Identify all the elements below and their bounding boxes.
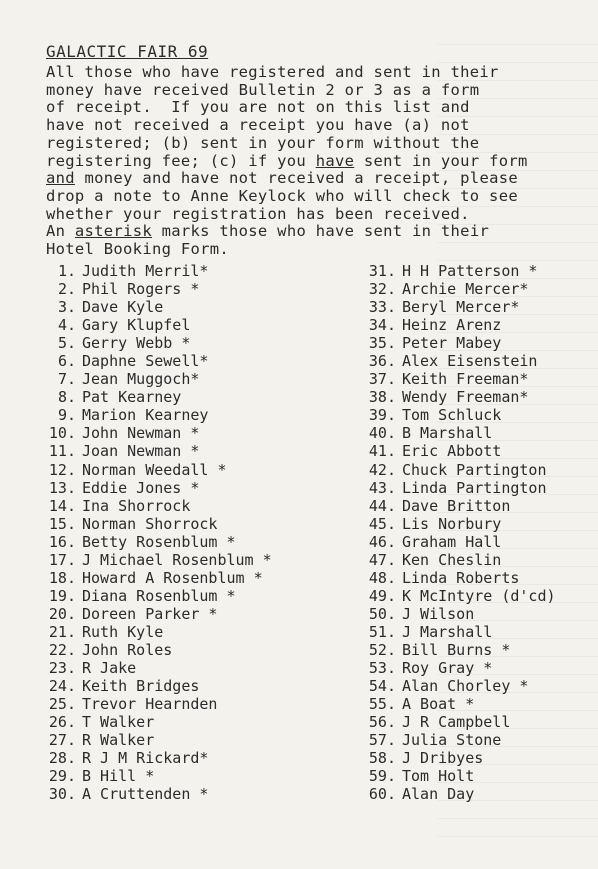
registrant-name: John Roles xyxy=(82,640,173,659)
intro-line: All those who have registered and sent in their xyxy=(46,63,499,81)
entry-number: 23. xyxy=(48,659,76,678)
registrant-name: Graham Hall xyxy=(402,532,502,551)
entry-number: 51. xyxy=(368,622,396,641)
intro-line: have not received a receipt you have (a) not xyxy=(46,116,470,135)
registrant-name: B Hill * xyxy=(82,767,155,786)
list-item xyxy=(366,587,598,605)
list-item xyxy=(366,677,598,695)
intro-paragraph xyxy=(46,64,586,259)
entry-number: 9. xyxy=(57,406,76,425)
registrant-name: Beryl Mercer* xyxy=(402,298,520,317)
registrant-name: Pat Kearney xyxy=(82,388,182,407)
entry-number: 6. xyxy=(57,352,76,371)
list-item xyxy=(46,731,296,749)
registrant-name: R Jake xyxy=(82,659,137,678)
intro-line: whether your registration has been received. xyxy=(46,204,470,223)
intro-line xyxy=(46,223,586,241)
registrant-name: Eric Abbott xyxy=(402,442,502,461)
registrant-name: Gerry Webb * xyxy=(82,334,191,353)
entry-number: 53. xyxy=(368,659,396,678)
entry-number: 56. xyxy=(368,713,396,732)
entry-number: 28. xyxy=(48,749,76,768)
entry-number: 47. xyxy=(368,550,396,569)
list-item xyxy=(366,406,598,424)
list-item xyxy=(46,442,296,460)
list-item xyxy=(46,659,296,677)
entry-number: 58. xyxy=(368,749,396,768)
registrant-name: Dave Kyle xyxy=(82,298,164,317)
registrant-name: Diana Rosenblum * xyxy=(82,586,236,605)
emphasis-and: and xyxy=(46,169,75,188)
registrant-name: Phil Rogers * xyxy=(82,280,200,299)
registrant-name: Trevor Hearnden xyxy=(82,695,218,714)
entry-number: 15. xyxy=(48,514,76,533)
list-item xyxy=(366,479,598,497)
list-item xyxy=(46,424,296,442)
registrant-name: Peter Mabey xyxy=(402,334,502,353)
list-item xyxy=(366,551,598,569)
registrant-name: Judith Merril* xyxy=(82,262,209,280)
entry-number: 41. xyxy=(368,442,396,461)
entry-number: 12. xyxy=(48,460,76,479)
entry-number: 34. xyxy=(368,316,396,335)
registrant-name: R Walker xyxy=(82,731,155,750)
emphasis-have: have xyxy=(315,151,355,170)
list-item xyxy=(46,370,296,388)
entry-number: 10. xyxy=(48,424,76,443)
list-item xyxy=(46,515,296,533)
list-item xyxy=(46,280,296,298)
list-item xyxy=(46,587,296,605)
registrant-name: Alan Day xyxy=(402,785,475,804)
entry-number: 4. xyxy=(57,316,76,335)
entry-number: 44. xyxy=(368,496,396,515)
entry-number: 43. xyxy=(368,478,396,497)
list-item xyxy=(46,623,296,641)
entry-number: 52. xyxy=(368,640,396,659)
list-item xyxy=(46,533,296,551)
registrant-name: Linda Partington xyxy=(402,478,547,497)
list-item xyxy=(366,442,598,460)
registrant-list-right xyxy=(366,262,598,803)
entry-number: 3. xyxy=(57,298,76,317)
list-item xyxy=(46,406,296,424)
entry-number: 46. xyxy=(368,532,396,551)
registrant-name: Ken Cheslin xyxy=(402,550,502,569)
entry-number: 19. xyxy=(48,586,76,605)
entry-number: 5. xyxy=(57,334,76,353)
entry-number: 55. xyxy=(368,695,396,714)
registrant-name: Wendy Freeman* xyxy=(402,388,529,407)
registrant-name: Joan Newman * xyxy=(82,442,200,461)
entry-number: 30. xyxy=(48,785,76,804)
entry-number: 24. xyxy=(48,677,76,696)
entry-number: 16. xyxy=(48,532,76,551)
list-item xyxy=(366,569,598,587)
entry-number: 35. xyxy=(368,334,396,353)
entry-number: 57. xyxy=(368,731,396,750)
registrant-name: Archie Mercer* xyxy=(402,280,529,299)
list-item xyxy=(366,262,598,280)
registrant-name: Chuck Partington xyxy=(402,460,547,479)
intro-text: marks those who have sent in their xyxy=(151,222,490,241)
entry-number: 48. xyxy=(368,568,396,587)
list-item xyxy=(46,551,296,569)
list-item xyxy=(46,767,296,785)
entry-number: 17. xyxy=(48,550,76,569)
registrant-name: Gary Klupfel xyxy=(82,316,191,335)
list-item xyxy=(366,352,598,370)
list-item xyxy=(46,785,296,803)
entry-number: 20. xyxy=(48,604,76,623)
registrant-name: Doreen Parker * xyxy=(82,604,218,623)
intro-line: of receipt. If you are not on this list and xyxy=(46,98,470,117)
entry-number: 36. xyxy=(368,352,396,371)
entry-number: 7. xyxy=(57,370,76,389)
entry-number: 26. xyxy=(48,713,76,732)
list-item xyxy=(366,749,598,767)
intro-line xyxy=(46,170,586,188)
registrant-name: Keith Bridges xyxy=(82,677,200,696)
registrant-name: Ina Shorrock xyxy=(82,496,191,515)
entry-number: 33. xyxy=(368,298,396,317)
registrant-name: Lis Norbury xyxy=(402,514,502,533)
list-item xyxy=(46,749,296,767)
list-item xyxy=(366,298,598,316)
list-item xyxy=(366,623,598,641)
entry-number: 21. xyxy=(48,622,76,641)
list-item xyxy=(46,497,296,515)
list-item xyxy=(366,316,598,334)
list-item xyxy=(46,713,296,731)
registrant-name: Ruth Kyle xyxy=(82,622,164,641)
registrant-name: Tom Holt xyxy=(402,767,475,786)
intro-line: drop a note to Anne Keylock who will check to see xyxy=(46,186,518,205)
entry-number: 50. xyxy=(368,604,396,623)
registrant-name: Bill Burns * xyxy=(402,640,511,659)
registrant-name: Jean Muggoch* xyxy=(82,370,200,389)
emphasis-asterisk: asterisk xyxy=(74,222,152,241)
intro-line: money have received Bulletin 2 or 3 as a form xyxy=(46,80,480,99)
registrant-name: John Newman * xyxy=(82,424,200,443)
list-item xyxy=(366,767,598,785)
entry-number: 31. xyxy=(368,262,396,280)
registrant-name: A Cruttenden * xyxy=(82,785,209,804)
registrant-name: Linda Roberts xyxy=(402,568,520,587)
entry-number: 42. xyxy=(368,460,396,479)
registrant-name: Eddie Jones * xyxy=(82,478,200,497)
registrant-name: B Marshall xyxy=(402,424,493,443)
registrant-name: Alan Chorley * xyxy=(402,677,529,696)
intro-line: Hotel Booking Form. xyxy=(46,240,230,259)
entry-number: 49. xyxy=(368,586,396,605)
intro-line: registered; (b) sent in your form without the xyxy=(46,133,480,152)
entry-number: 18. xyxy=(48,568,76,587)
list-item xyxy=(366,533,598,551)
registrant-name: H H Patterson * xyxy=(402,262,538,280)
list-item xyxy=(46,461,296,479)
registrant-name: Keith Freeman* xyxy=(402,370,529,389)
list-item xyxy=(366,334,598,352)
list-item xyxy=(366,388,598,406)
registrant-name: Daphne Sewell* xyxy=(82,352,209,371)
registrant-name: K McIntyre (d'cd) xyxy=(402,586,556,605)
intro-text: An xyxy=(46,222,75,241)
registrant-name: Tom Schluck xyxy=(402,406,502,425)
list-item xyxy=(366,695,598,713)
entry-number: 13. xyxy=(48,478,76,497)
list-item xyxy=(366,424,598,442)
intro-line xyxy=(46,153,586,171)
entry-number: 8. xyxy=(57,388,76,407)
list-item xyxy=(366,370,598,388)
registrant-name: T Walker xyxy=(82,713,155,732)
list-item xyxy=(366,605,598,623)
entry-number: 32. xyxy=(368,280,396,299)
intro-text: money and have not received a receipt, please xyxy=(74,169,518,188)
registrant-name: J Dribyes xyxy=(402,749,484,768)
list-item xyxy=(46,695,296,713)
entry-number: 1. xyxy=(57,262,76,280)
registrant-name: Howard A Rosenblum * xyxy=(82,568,263,587)
entry-number: 59. xyxy=(368,767,396,786)
registrant-list-left xyxy=(46,262,296,803)
list-item xyxy=(366,731,598,749)
registrant-name: Norman Weedall * xyxy=(82,460,227,479)
entry-number: 40. xyxy=(368,424,396,443)
intro-text: registering fee; (c) if you xyxy=(46,151,316,170)
registrant-name: R J M Rickard* xyxy=(82,749,209,768)
list-item xyxy=(366,461,598,479)
entry-number: 54. xyxy=(368,677,396,696)
entry-number: 39. xyxy=(368,406,396,425)
registrant-name: J Marshall xyxy=(402,622,493,641)
registrant-name: Dave Britton xyxy=(402,496,511,515)
entry-number: 38. xyxy=(368,388,396,407)
entry-number: 25. xyxy=(48,695,76,714)
registrant-name: J Michael Rosenblum * xyxy=(82,550,272,569)
list-item xyxy=(366,280,598,298)
registrant-name: J Wilson xyxy=(402,604,475,623)
intro-text: sent in your form xyxy=(354,151,528,170)
entry-number: 14. xyxy=(48,496,76,515)
entry-number: 27. xyxy=(48,731,76,750)
list-item xyxy=(46,352,296,370)
list-item xyxy=(366,515,598,533)
list-item xyxy=(366,641,598,659)
list-item xyxy=(46,605,296,623)
list-item xyxy=(46,388,296,406)
registrant-name: Alex Eisenstein xyxy=(402,352,538,371)
entry-number: 11. xyxy=(48,442,76,461)
list-item xyxy=(46,298,296,316)
list-item xyxy=(366,713,598,731)
list-item xyxy=(46,641,296,659)
list-item xyxy=(46,316,296,334)
registrant-name: Julia Stone xyxy=(402,731,502,750)
entry-number: 2. xyxy=(57,280,76,299)
list-item xyxy=(366,659,598,677)
list-item xyxy=(46,677,296,695)
entry-number: 29. xyxy=(48,767,76,786)
registrant-name: Betty Rosenblum * xyxy=(82,532,236,551)
registrant-name: J R Campbell xyxy=(402,713,511,732)
entry-number: 60. xyxy=(368,785,396,804)
list-item xyxy=(46,262,296,280)
list-item xyxy=(366,497,598,515)
registrant-name: Roy Gray * xyxy=(402,659,493,678)
list-item xyxy=(46,334,296,352)
registrant-name: Norman Shorrock xyxy=(82,514,218,533)
list-item xyxy=(366,785,598,803)
list-item xyxy=(46,569,296,587)
registrant-name: A Boat * xyxy=(402,695,475,714)
registrant-name: Marion Kearney xyxy=(82,406,209,425)
entry-number: 45. xyxy=(368,514,396,533)
registrant-name: Heinz Arenz xyxy=(402,316,502,335)
entry-number: 22. xyxy=(48,640,76,659)
entry-number: 37. xyxy=(368,370,396,389)
page-title: GALACTIC FAIR 69 xyxy=(46,42,209,61)
list-item xyxy=(46,479,296,497)
